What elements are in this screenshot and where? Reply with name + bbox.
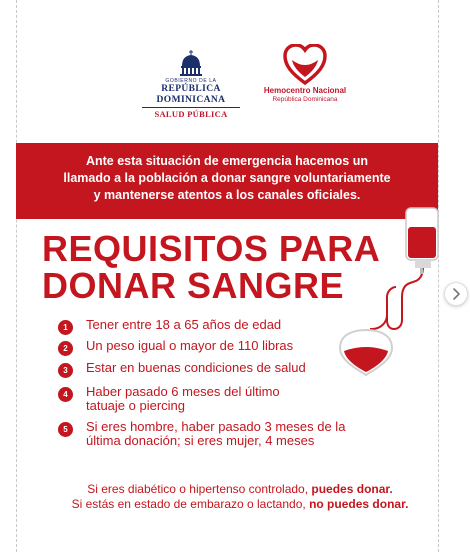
requirement-text [86,385,396,413]
requirement-line1: Estar en buenas condiciones de salud [86,360,306,375]
hemocentro-sub: República Dominicana [272,96,338,103]
requirement-line2: tatuaje o piercing [86,398,186,413]
requirement-line1: Haber pasado 6 meses del último [86,384,280,399]
requirement-text [86,318,396,332]
requirement-text [86,420,396,448]
dome-emblem-icon [176,50,206,76]
number-badge: 5 [58,422,73,437]
gobierno-logo [130,50,252,120]
chevron-right-icon [445,283,467,305]
hemocentro-name: Hemocentro Nacional [263,86,347,95]
footer-line2-emphasis: no puedes donar. [309,497,409,511]
next-slide-button[interactable] [444,282,468,306]
title-line2: DONAR SANGRE [42,265,345,306]
blood-bag-icon [330,205,440,385]
gobierno-divider [142,107,240,108]
banner-line3: y mantenerse atentos a los canales oficiales. [93,188,361,202]
gobierno-line1: GOBIERNO DE LA [165,78,217,84]
requirement-text [86,339,396,353]
number-badge: 4 [58,387,73,402]
requirement-line1: Tener entre 18 a 65 años de edad [86,317,282,332]
requirement-line2: última donación; si eres mujer, 4 meses [86,433,315,448]
footer-line2-text: Si estás en estado de embarazo o lactando, [71,497,310,511]
gobierno-line3: SALUD PÚBLICA [154,109,228,119]
footer-line2 [40,497,440,512]
title-line1: REQUISITOS PARA [42,228,381,269]
footer-line1 [40,482,440,497]
left-border [16,0,17,552]
number-badge: 2 [58,341,73,356]
hemocentro-logo [262,44,348,104]
requirement-line1: Un peso igual o mayor de 110 libras [86,338,294,353]
footer-line1-emphasis: puedes donar. [311,482,393,496]
banner-line2: llamado a la población a donar sangre voluntariamente [63,171,391,185]
footer-line1-text: Si eres diabético o hipertenso controlado, [87,482,312,496]
number-badge: 3 [58,363,73,378]
banner-text [36,153,418,204]
number-badge: 1 [58,320,73,335]
requirement-text [86,361,396,375]
banner-line1: Ante esta situación de emergencia hacemos un [85,154,369,168]
requirement-line1: Si eres hombre, haber pasado 3 meses de la [86,419,346,434]
gobierno-line2: REPÚBLICA DOMINICANA [156,84,226,105]
heart-drop-icon [283,44,327,86]
